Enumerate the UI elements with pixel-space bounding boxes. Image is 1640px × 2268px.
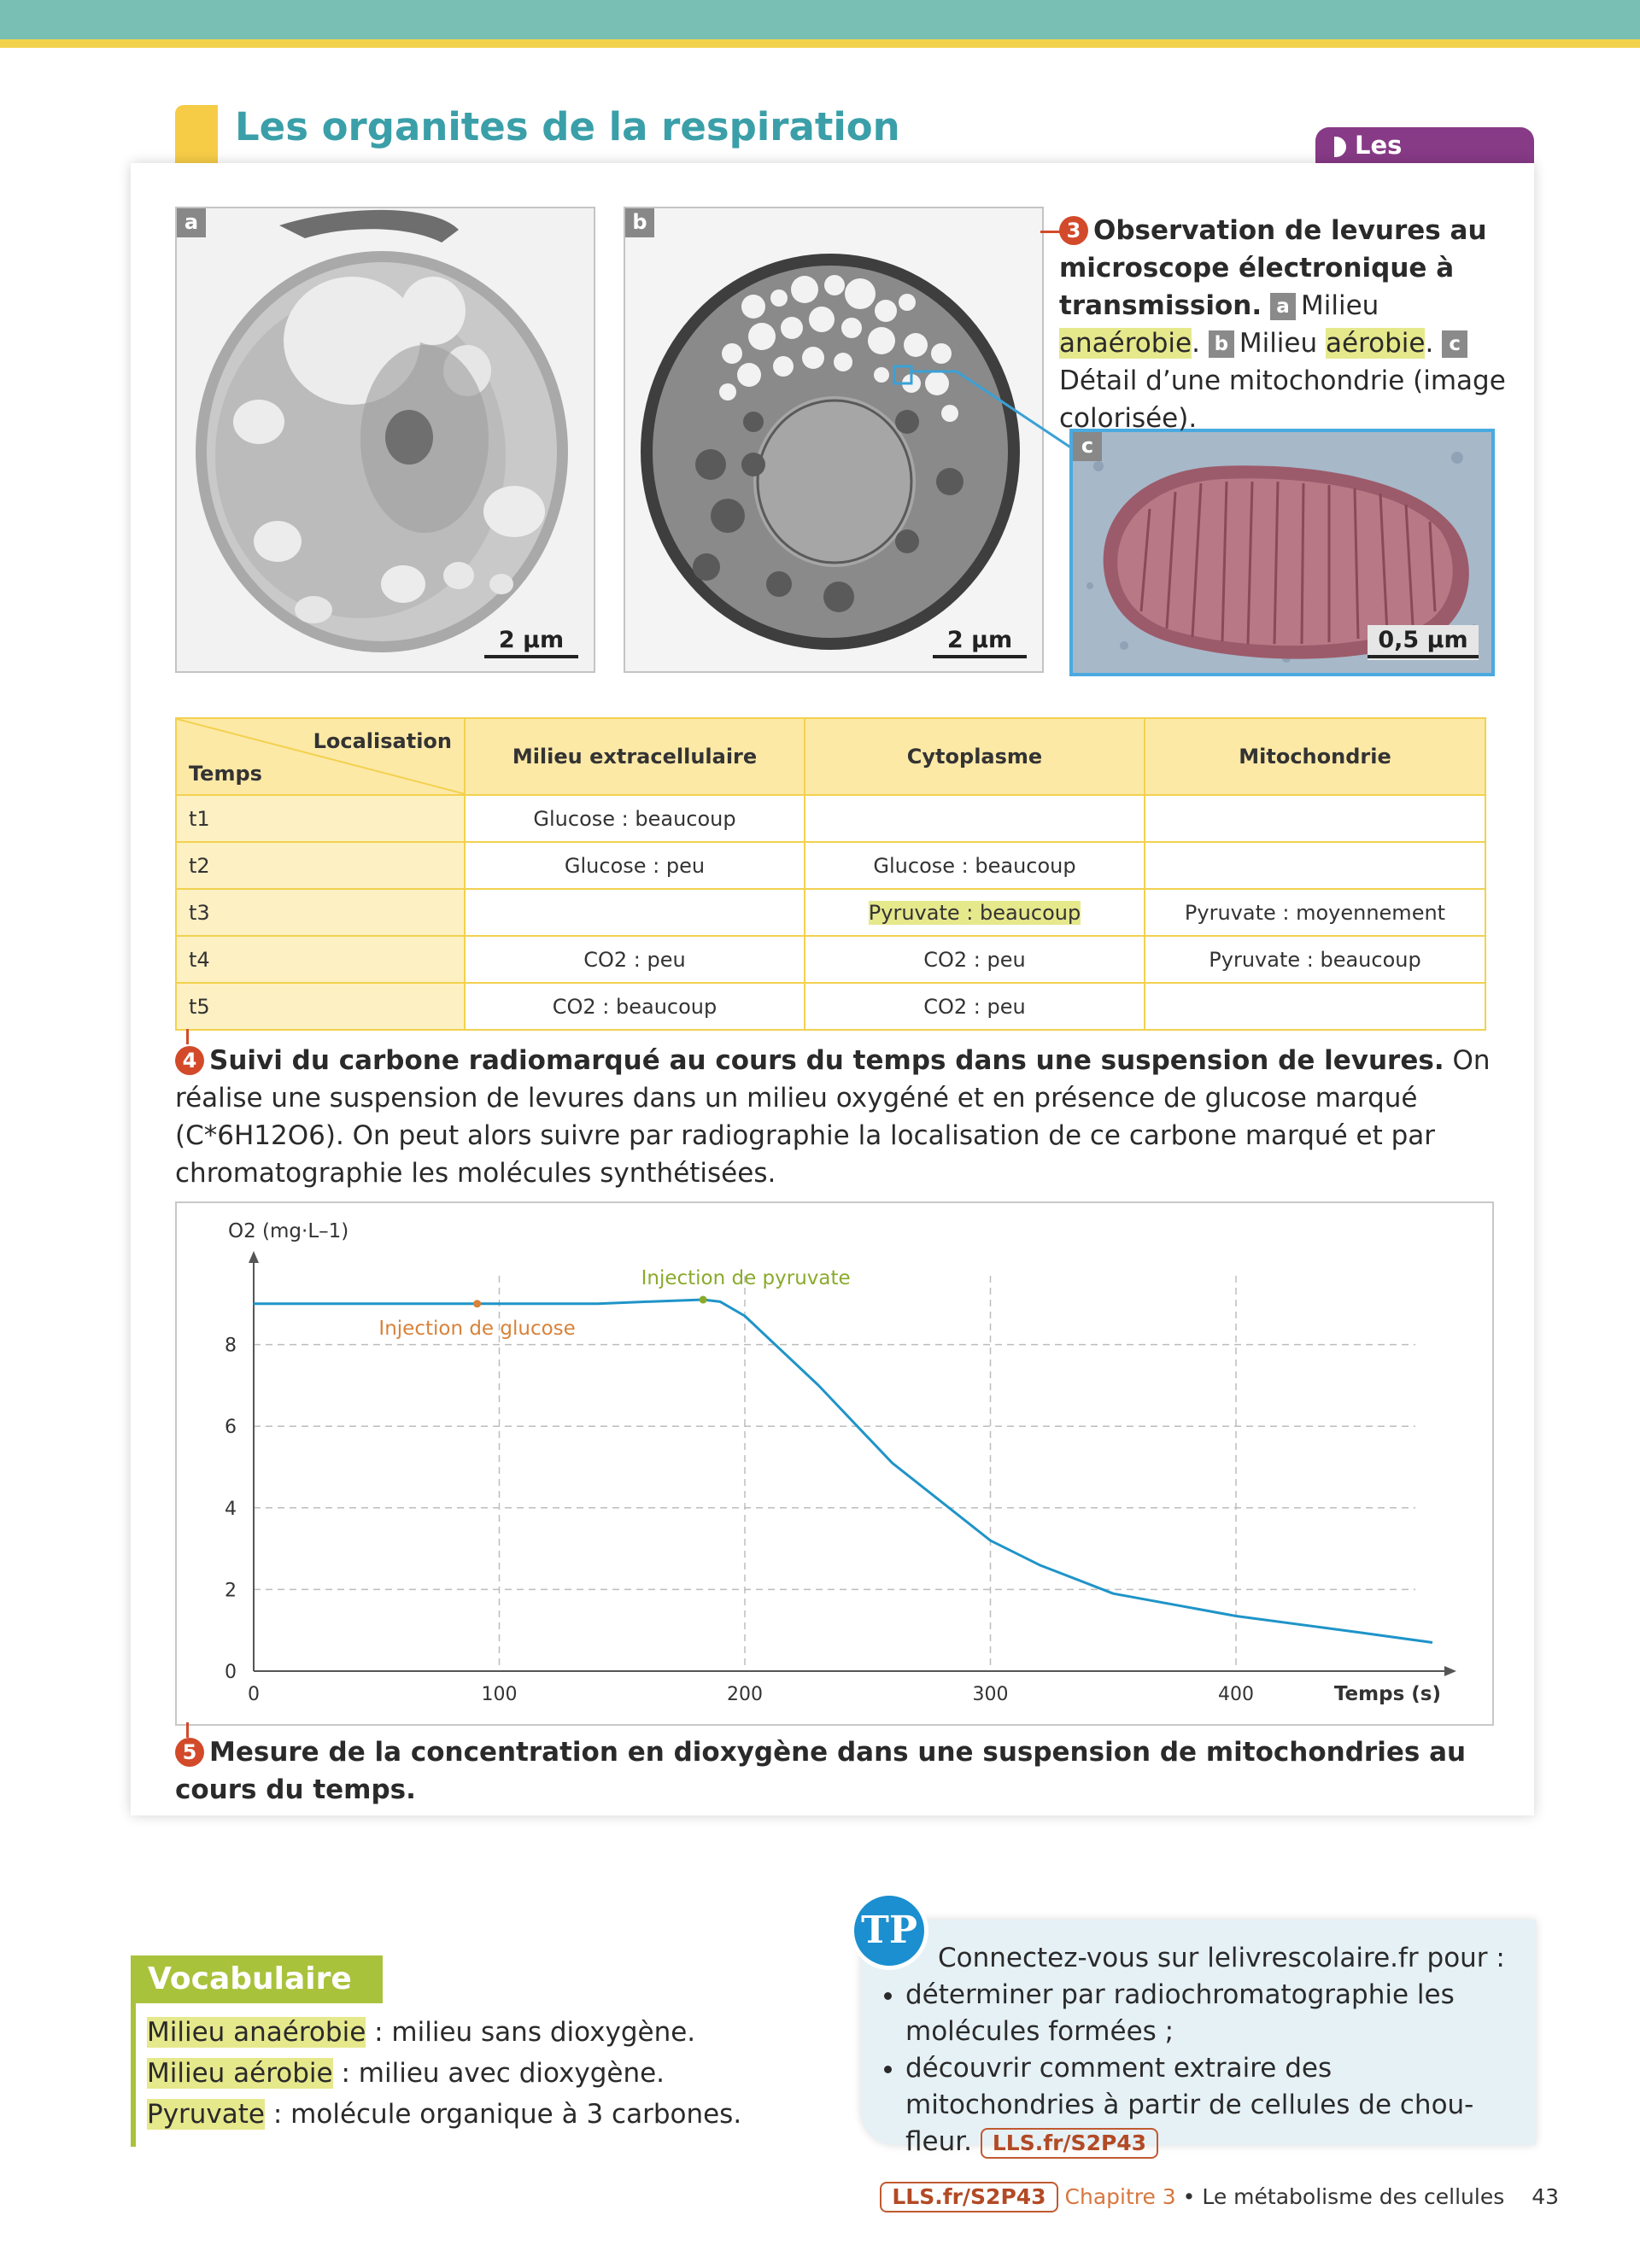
corner-label-localisation: Localisation: [313, 729, 452, 753]
level-badge: [1315, 127, 1534, 163]
doc5-number: 5: [175, 1738, 204, 1767]
page-number: 43: [1532, 2184, 1559, 2209]
x-tick-label: 0: [248, 1684, 260, 1705]
vocab-definition: : milieu sans dioxygène.: [366, 2017, 696, 2048]
doc3-title: Observation de levures au microscope électronique à transmission.: [1059, 215, 1487, 321]
injection-marker: [700, 1296, 707, 1304]
table-cell: CO2 : beaucoup: [465, 983, 805, 1030]
table-row: [176, 983, 1485, 1030]
tp-list-item: • déterminer par radiochromatographie les molécules formées ;: [905, 1977, 1520, 2050]
table-cell: Pyruvate : beaucoup: [1145, 936, 1485, 983]
yeast-cell-anaerobic-illustration: [177, 208, 594, 671]
table-corner-cell: [176, 718, 465, 795]
table-cell: Glucose : beaucoup: [465, 795, 805, 842]
tp-link-tag[interactable]: LLS.fr/S2P43: [981, 2128, 1158, 2159]
table-cell: CO2 : peu: [805, 983, 1145, 1030]
table-cell: Glucose : peu: [465, 842, 805, 889]
photo-a-label: a: [177, 208, 206, 237]
series-line-o2: [254, 1300, 1432, 1643]
table-cell: CO2 : peu: [805, 936, 1145, 983]
table-row: [176, 936, 1485, 983]
doc5-caption: [175, 1733, 1495, 1809]
tp-intro: Connectez-vous sur lelivrescolaire.fr pour :: [938, 1943, 1505, 1973]
photo-b-scale-bar: [933, 627, 1027, 658]
top-color-band: [0, 0, 1640, 39]
doc3-text-c: Détail d’une mitochondrie (image colorisée).: [1059, 365, 1506, 434]
y-tick-label: 4: [225, 1498, 237, 1520]
tp-content: [880, 1940, 1520, 2160]
vocabulary-item: [147, 2012, 741, 2053]
photo-c-scale-label: 0,5 µm: [1378, 627, 1468, 653]
doc4-title: Suivi du carbone radiomarqué au cours du temps dans une suspension de levures.: [209, 1045, 1444, 1076]
x-tick-label: 400: [1218, 1684, 1254, 1705]
doc3-label-b: b: [1209, 330, 1234, 358]
doc4-caption: [175, 1042, 1495, 1192]
vocabulary-rail: [131, 2003, 136, 2147]
annotation-label: Injection de pyruvate: [641, 1267, 851, 1290]
table-cell: [1145, 842, 1485, 889]
photo-c-mitochondrion: [1069, 429, 1495, 676]
page-footer: [880, 2182, 1559, 2212]
tp-badge-icon: TP: [850, 1891, 928, 1970]
doc4-text: On réalise une suspension de levures dans un milieu oxygéné et en présence de glucose marqué (C*6H12O6). On peut alors suivre par radiographie la localisation de ce carbone marqué et par chromatographie les molécules synthétisées.: [175, 1045, 1491, 1189]
table-cell: [1145, 983, 1485, 1030]
doc5-title: Mesure de la concentration en dioxygène dans une suspension de mitochondries au cours du temps.: [175, 1737, 1467, 1805]
table-header-row: [176, 718, 1485, 795]
footer-chapter: Chapitre 3: [1064, 2184, 1176, 2209]
photo-c-label: c: [1073, 432, 1102, 461]
tp-list: [880, 1977, 1520, 2160]
injection-marker: [473, 1300, 481, 1307]
photo-a-scale-bar: [484, 627, 578, 658]
y-axis-arrow-icon: [249, 1251, 259, 1263]
table-cell: [465, 889, 805, 936]
vocabulary-item: [147, 2053, 741, 2094]
column-header: Mitochondrie: [1145, 718, 1485, 795]
column-header: Milieu extracellulaire: [465, 718, 805, 795]
vocabulary-item: [147, 2094, 741, 2135]
doc3-text-a: Milieu: [1301, 290, 1379, 321]
top-accent-line: [0, 39, 1640, 48]
corner-label-temps: Temps: [189, 762, 262, 786]
oxygen-chart-frame: [175, 1201, 1494, 1726]
footer-link-tag[interactable]: LLS.fr/S2P43: [880, 2182, 1057, 2212]
photo-a-scale-label: 2 µm: [498, 627, 565, 653]
tp-list-item-text: découvrir comment extraire des mitochondries à partir de cellules de chou-fleur.: [905, 2053, 1474, 2157]
footer-chapter-title: • Le métabolisme des cellules: [1182, 2184, 1505, 2209]
annotation-label: Injection de glucose: [378, 1317, 576, 1340]
row-time: t3: [176, 889, 465, 936]
oxygen-chart: [177, 1203, 1492, 1724]
table-row: [176, 889, 1485, 936]
photo-c-scale-bar: [1368, 625, 1479, 660]
table-cell: [805, 795, 1145, 842]
zoom-connector-line: [905, 363, 1076, 457]
table-cell: Pyruvate : moyennement: [1145, 889, 1485, 936]
table-row: [176, 795, 1485, 842]
photo-b-scale-label: 2 µm: [946, 627, 1013, 653]
y-tick-label: 8: [225, 1335, 237, 1357]
vocab-definition: : molécule organique à 3 carbones.: [265, 2099, 742, 2130]
x-tick-label: 200: [727, 1684, 763, 1705]
x-tick-label: 100: [481, 1684, 518, 1705]
radiolabel-table: [175, 717, 1486, 1031]
table-cell-pyruvate: [805, 889, 1145, 936]
photo-a-anaerobic-yeast: [175, 207, 595, 673]
badge-bullet-icon: [1334, 137, 1346, 157]
vocab-term: Milieu anaérobie: [147, 2017, 366, 2048]
y-axis-label: O2 (mg·L–1): [228, 1220, 349, 1242]
vocabulary-list: [147, 2012, 741, 2135]
row-time: t2: [176, 842, 465, 889]
tp-list-item: [905, 2050, 1520, 2160]
row-time: t1: [176, 795, 465, 842]
row-time: t5: [176, 983, 465, 1030]
vocab-term: Milieu aérobie: [147, 2058, 333, 2089]
doc3-term-anaerobie: anaérobie: [1059, 328, 1192, 359]
title-tab-decoration: [175, 105, 218, 165]
doc3-label-c: c: [1442, 330, 1467, 358]
y-tick-label: 6: [225, 1417, 237, 1439]
y-tick-label: 2: [225, 1580, 237, 1602]
doc3-caption: 3 Observation de levures au microscope électronique à transmission. a Milieu anaérobie. b Milieu aérobie. cDétail d’une mitochondrie (image colorisée).: [1059, 215, 1506, 434]
doc3-term-aerobie: aérobie: [1326, 328, 1426, 359]
vocab-definition: : milieu avec dioxygène.: [332, 2058, 665, 2089]
x-tick-label: 300: [972, 1684, 1009, 1705]
table-cell: Glucose : beaucoup: [805, 842, 1145, 889]
doc3-number: 3: [1059, 216, 1088, 245]
doc4-number: 4: [175, 1046, 204, 1075]
table-cell: [1145, 795, 1485, 842]
table-cell: Pyruvate : beaucoup: [868, 900, 1081, 925]
x-axis-arrow-icon: [1444, 1666, 1456, 1676]
column-header: Cytoplasme: [805, 718, 1145, 795]
table-row: [176, 842, 1485, 889]
vocab-term: Pyruvate: [147, 2099, 266, 2130]
row-time: t4: [176, 936, 465, 983]
doc3-text-b: Milieu: [1239, 328, 1318, 359]
table-cell: CO2 : peu: [465, 936, 805, 983]
y-tick-label: 0: [225, 1662, 237, 1683]
photo-b-label: b: [625, 208, 654, 237]
x-axis-label: Temps (s): [1333, 1683, 1441, 1705]
vocabulary-title: Vocabulaire: [131, 1955, 383, 2003]
level-badge-label: Les: [1355, 131, 1403, 160]
page-title: Les organites de la respiration: [235, 104, 900, 149]
doc3-label-a: a: [1270, 293, 1296, 320]
